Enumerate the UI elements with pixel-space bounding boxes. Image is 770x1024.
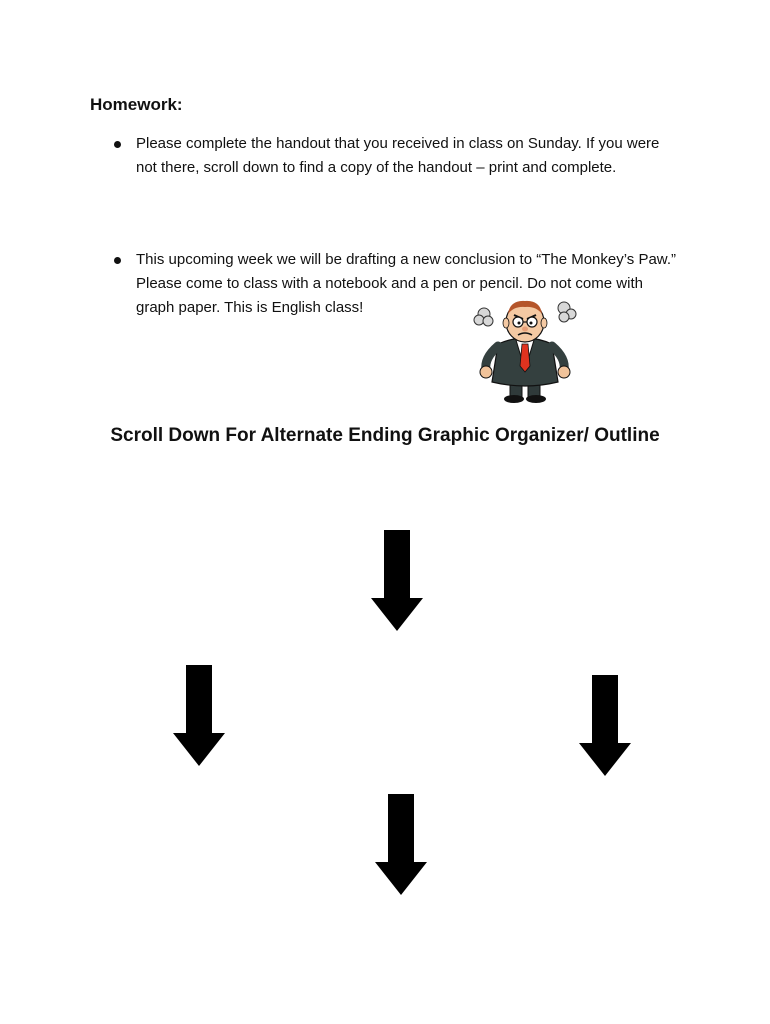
list-item-text: Please complete the handout that you received in class on Sunday. If you were not there, scroll down to find a copy of the handout – print and complete. [136,135,660,176]
list-item [112,132,682,180]
list-item [112,248,682,320]
angry-teacher-icon [472,292,580,404]
down-arrow-icon [367,528,427,633]
down-arrow-icon [169,663,229,768]
down-arrow-icon [371,792,431,897]
bullet-icon [114,141,121,148]
bullet-icon [114,257,121,264]
down-arrow-icon [575,673,635,778]
list-item-text: This upcoming week we will be drafting a new conclusion to “The Monkey’s Paw.” Please come to class with a notebook and a pen or pencil. Do not come with graph paper. This is English class! [136,251,676,316]
homework-heading: Homework: [90,95,183,114]
scroll-down-title: Scroll Down For Alternate Ending Graphic Organizer/ Outline [110,425,660,446]
